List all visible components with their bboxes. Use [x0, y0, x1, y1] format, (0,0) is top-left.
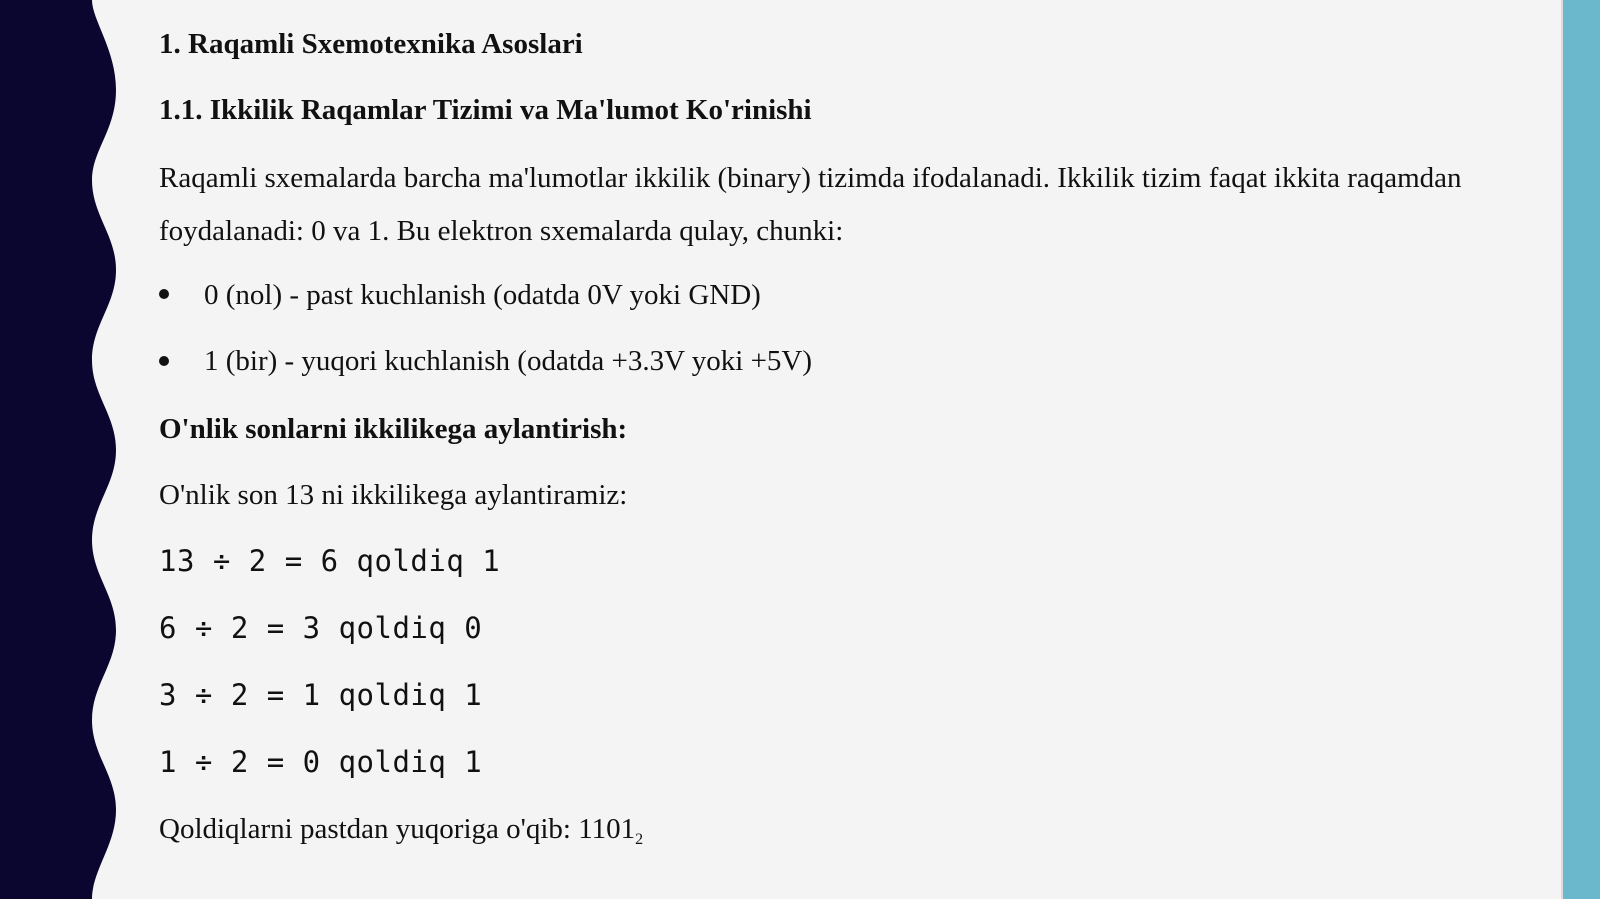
conversion-subheading: O'nlik sonlarni ikkilikega aylantirish:: [159, 413, 628, 445]
division-step: 6 ÷ 2 = 3 qoldiq 0: [159, 611, 483, 645]
wave-shape: [0, 0, 116, 899]
left-wave-decoration: [0, 0, 130, 899]
bullet-text: 0 (nol) - past kuchlanish (odatda 0V yoki GND): [204, 279, 761, 311]
division-step: 3 ÷ 2 = 1 qoldiq 1: [159, 678, 483, 712]
division-step: 1 ÷ 2 = 0 qoldiq 1: [159, 745, 483, 779]
bullet-icon: [159, 356, 169, 366]
base-subscript: 2: [635, 831, 644, 848]
example-intro: O'nlik son 13 ni ikkilikega aylantiramiz:: [159, 479, 628, 511]
right-accent-bar: [1563, 0, 1600, 899]
intro-paragraph-line-2: foydalanadi: 0 va 1. Bu elektron sxemalarda qulay, chunki:: [159, 215, 844, 247]
bullet-icon: [159, 289, 169, 299]
division-step: 13 ÷ 2 = 6 qoldiq 1: [159, 544, 501, 578]
bullet-text: 1 (bir) - yuqori kuchlanish (odatda +3.3V yoki +5V): [204, 345, 813, 377]
heading-2: 1.1. Ikkilik Raqamlar Tizimi va Ma'lumot Ko'rinishi: [159, 94, 812, 126]
result-text: Qoldiqlarni pastdan yuqoriga o'qib: 1101: [159, 813, 636, 845]
intro-paragraph-line-1: Raqamli sxemalarda barcha ma'lumotlar ikkilik (binary) tizimda ifodalanadi. Ikkilik tizim faqat ikkita raqamdan: [159, 162, 1462, 194]
result-line: [159, 811, 643, 847]
heading-1: 1. Raqamli Sxemotexnika Asoslari: [159, 28, 583, 60]
